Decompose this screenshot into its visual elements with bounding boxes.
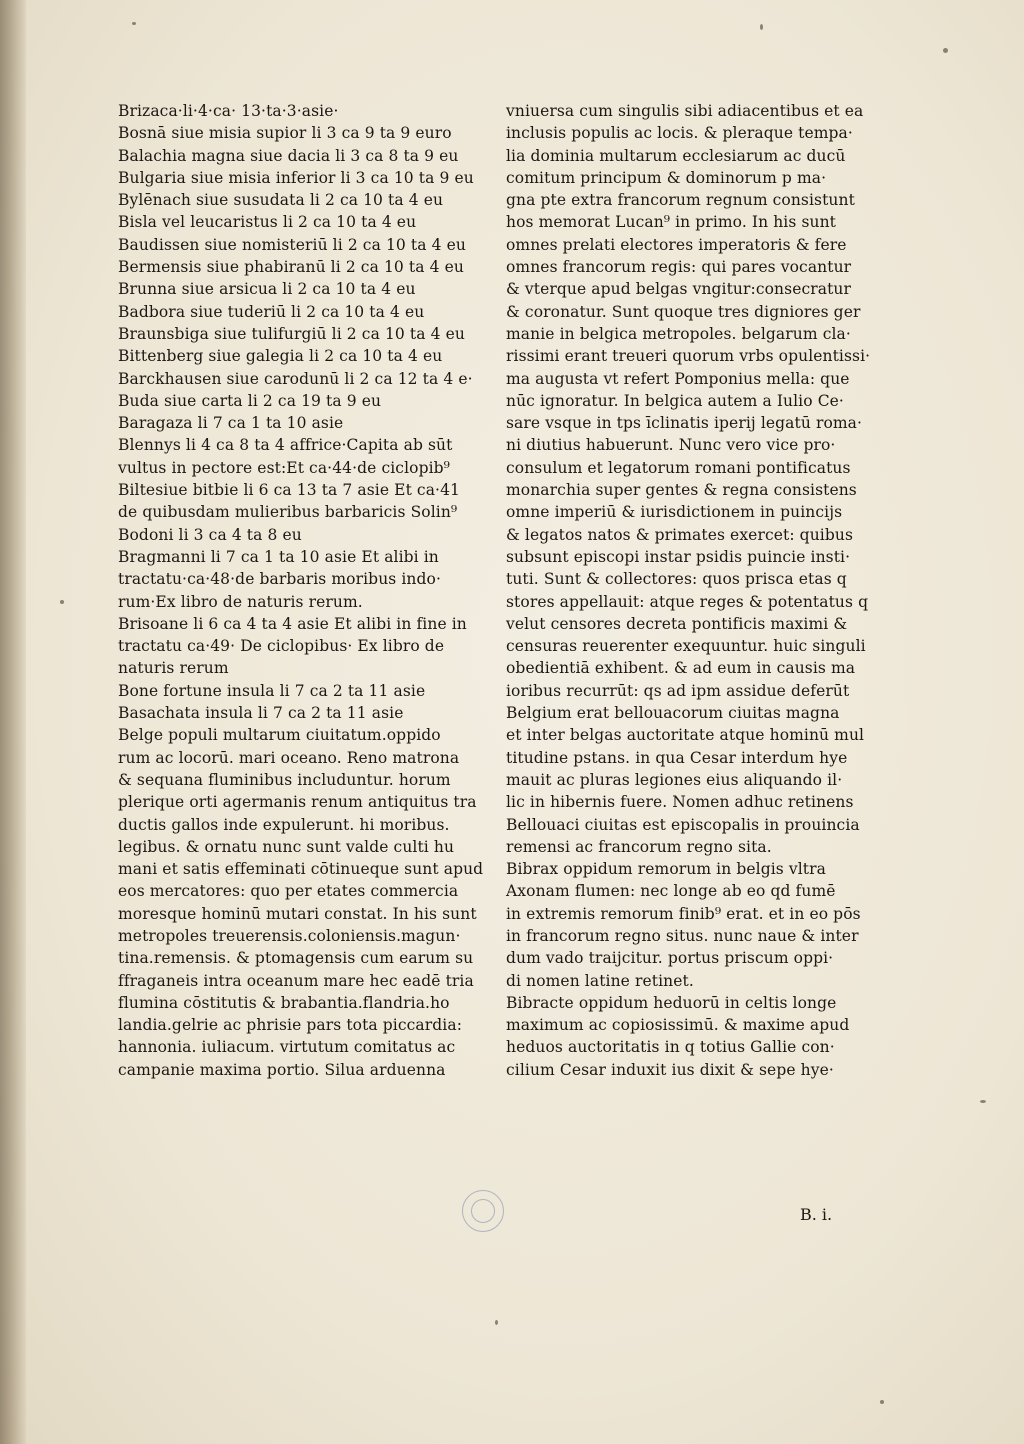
text-line: velut censores decreta pontificis maximi & (506, 614, 848, 633)
text-line: Blennys li 4 ca 8 ta 4 affrice·Capita ab sūt (118, 436, 453, 455)
text-line: campanie maxima portio. Silua arduenna (118, 1060, 446, 1079)
text-line: vniuersa cum singulis sibi adiacentibus et ea (506, 102, 864, 120)
text-line: Braunsbiga siue tulifurgiū li 2 ca 10 ta 4 eu (118, 324, 465, 343)
text-line: Brisoane li 6 ca 4 ta 4 asie Et alibi in fine in (118, 614, 467, 633)
text-line: tina.remensis. & ptomagensis cum earum su (118, 949, 474, 968)
text-line: consulum et legatorum romani pontificatus (506, 458, 851, 477)
text-line: cilium Cesar induxit ius dixit & sepe hye· (506, 1060, 834, 1079)
text-line: Belge populi multarum ciuitatum.oppido (118, 726, 441, 745)
text-line: ffraganeis intra oceanum mare hec eadē tria (118, 971, 474, 990)
text-line: Bylēnach siue susudata li 2 ca 10 ta 4 eu (118, 191, 444, 210)
text-line: Barckhausen siue carodunū li 2 ca 12 ta 4 e· (118, 369, 473, 388)
text-line: subsunt episcopi instar psidis puincie insti· (506, 547, 851, 566)
text-line: ductis gallos inde expulerunt. hi moribus. (118, 815, 450, 834)
text-line: & coronatur. Sunt quoque tres digniores ger (506, 302, 861, 321)
text-line: & sequana fluminibus includuntur. horum (118, 770, 451, 789)
text-line: Bodoni li 3 ca 4 ta 8 eu (118, 525, 302, 544)
text-line: metropoles treuerensis.coloniensis.magun· (118, 926, 461, 945)
text-line: omnes francorum regis: qui pares vocantur (506, 258, 852, 277)
paper-speck (980, 1100, 986, 1103)
text-line: omnes prelati electores imperatoris & fere (506, 235, 847, 254)
text-line: Bibrax oppidum remorum in belgis vltra (506, 860, 826, 879)
text-line: mani et satis effeminati cōtinueque sunt apud (118, 860, 484, 879)
library-stamp-icon (462, 1190, 504, 1232)
text-line: rum ac locorū. mari oceano. Reno matrona (118, 748, 460, 767)
text-line: et inter belgas auctoritate atque hominū mul (506, 726, 865, 745)
text-line: legibus. & ornatu nunc sunt valde culti hu (118, 837, 455, 856)
text-line: in extremis remorum finib⁹ erat. et in eo pōs (506, 904, 861, 923)
text-line: Baudissen siue nomisteriū li 2 ca 10 ta 4 eu (118, 235, 466, 254)
text-line: obedientiā exhibent. & ad eum in causis ma (506, 659, 856, 678)
paper-speck (880, 1400, 884, 1404)
text-line: vultus in pectore est:Et ca·44·de ciclopib⁹ (118, 458, 450, 477)
text-line: Biltesiue bitbie li 6 ca 13 ta 7 asie Et ca·41 (118, 481, 460, 500)
text-line: flumina cōstitutis & brabantia.flandria.ho (118, 993, 450, 1012)
text-line: eos mercatores: quo per etates commercia (118, 882, 459, 901)
paper-speck (495, 1320, 498, 1325)
text-line: Bulgaria siue misia inferior li 3 ca 10 ta 9 eu (118, 168, 474, 187)
paper-speck (760, 24, 763, 30)
text-line: Bermensis siue phabiranū li 2 ca 10 ta 4 eu (118, 258, 464, 277)
text-line: rissimi erant treueri quorum vrbs opulentissi· (506, 347, 871, 366)
text-line: Brizaca·li·4·ca· 13·ta·3·asie· (118, 102, 339, 120)
text-line: naturis rerum (118, 659, 229, 678)
text-line: Bone fortune insula li 7 ca 2 ta 11 asie (118, 681, 426, 700)
text-line: Bellouaci ciuitas est episcopalis in prouincia (506, 815, 860, 834)
text-line: hannonia. iuliacum. virtutum comitatus ac (118, 1038, 456, 1057)
text-line: dum vado traijcitur. portus priscum oppi· (506, 949, 834, 968)
text-line: Belgium erat bellouacorum ciuitas magna (506, 704, 840, 723)
paper-speck (60, 600, 64, 604)
text-line: gna pte extra francorum regnum consistunt (506, 191, 855, 210)
text-line: Bragmanni li 7 ca 1 ta 10 asie Et alibi in (118, 547, 439, 566)
text-line: mauit ac pluras legiones eius aliquando il· (506, 770, 843, 789)
text-line: lic in hibernis fuere. Nomen adhuc retinens (506, 793, 854, 812)
text-line: omne imperiū & iurisdictionem in puincijs (506, 503, 843, 522)
text-line: remensi ac francorum regno sita. (506, 837, 772, 856)
text-line: di nomen latine retinet. (506, 971, 694, 990)
text-line: Bibracte oppidum heduorū in celtis longe (506, 993, 837, 1012)
text-line: & vterque apud belgas vngitur:consecratur (506, 280, 852, 299)
text-line: titudine pstans. in qua Cesar interdum hye (506, 748, 848, 767)
text-line: landia.gelrie ac phrisie pars tota piccardia: (118, 1016, 463, 1035)
text-line: Badbora siue tuderiū li 2 ca 10 ta 4 eu (118, 302, 425, 321)
text-line: heduos auctoritatis in q totius Gallie con· (506, 1038, 835, 1057)
text-line: plerique orti agermanis renum antiquitus tra (118, 793, 477, 812)
text-line: nūc ignoratur. In belgica autem a Iulio Ce· (506, 391, 844, 410)
text-line: Buda siue carta li 2 ca 19 ta 9 eu (118, 391, 382, 410)
text-line: hos memorat Lucan⁹ in primo. In his sunt (506, 213, 836, 232)
text-line: maximum ac copiosissimū. & maxime apud (506, 1016, 850, 1035)
text-line: Basachata insula li 7 ca 2 ta 11 asie (118, 704, 404, 723)
text-line: Axonam flumen: nec longe ab eo qd fumē (506, 882, 836, 901)
left-text-column (118, 100, 484, 1081)
paper-speck (943, 48, 948, 53)
text-line: Brunna siue arsicua li 2 ca 10 ta 4 eu (118, 280, 416, 299)
text-line: monarchia super gentes & regna consistens (506, 481, 857, 500)
text-line: moresque hominū mutari constat. In his sunt (118, 904, 477, 923)
text-line: Balachia magna siue dacia li 3 ca 8 ta 9 eu (118, 146, 459, 165)
text-line: ma augusta vt refert Pomponius mella: que (506, 369, 850, 388)
text-line: tractatu·ca·48·de barbaris moribus indo· (118, 570, 441, 589)
text-line: comitum principum & dominorum p ma· (506, 168, 827, 187)
text-line: & legatos natos & primates exercet: quibus (506, 525, 854, 544)
text-line: Bittenberg siue galegia li 2 ca 10 ta 4 eu (118, 347, 443, 366)
text-line: ni diutius habuerunt. Nunc vero vice pro· (506, 436, 836, 455)
text-line: ioribus recurrūt: qs ad ipm assidue deferūt (506, 681, 850, 700)
right-text-column (506, 100, 871, 1081)
text-line: in francorum regno situs. nunc naue & inter (506, 926, 859, 945)
page-gutter-edge (0, 0, 26, 1444)
text-line: Baragaza li 7 ca 1 ta 10 asie (118, 414, 344, 433)
text-line: tractatu ca·49· De ciclopibus· Ex libro de (118, 637, 445, 656)
text-line: de quibusdam mulieribus barbaricis Solin⁹ (118, 503, 458, 522)
text-line: tuti. Sunt & collectores: quos prisca etas q (506, 570, 847, 589)
paper-speck (132, 22, 136, 25)
text-line: inclusis populis ac locis. & pleraque tempa· (506, 124, 853, 143)
signature-mark: B. i. (800, 1205, 833, 1224)
text-line: sare vsque in tps īclinatis iperij legatū roma· (506, 414, 863, 433)
text-line: rum·Ex libro de naturis rerum. (118, 592, 363, 611)
text-line: Bosnā siue misia supior li 3 ca 9 ta 9 euro (118, 124, 452, 143)
text-line: Bisla vel leucaristus li 2 ca 10 ta 4 eu (118, 213, 417, 232)
text-line: censuras reuerenter exequuntur. huic singuli (506, 637, 866, 656)
text-line: manie in belgica metropoles. belgarum cla· (506, 324, 851, 343)
text-line: stores appellauit: atque reges & potentatus q (506, 592, 869, 611)
text-line: lia dominia multarum ecclesiarum ac ducū (506, 146, 846, 165)
